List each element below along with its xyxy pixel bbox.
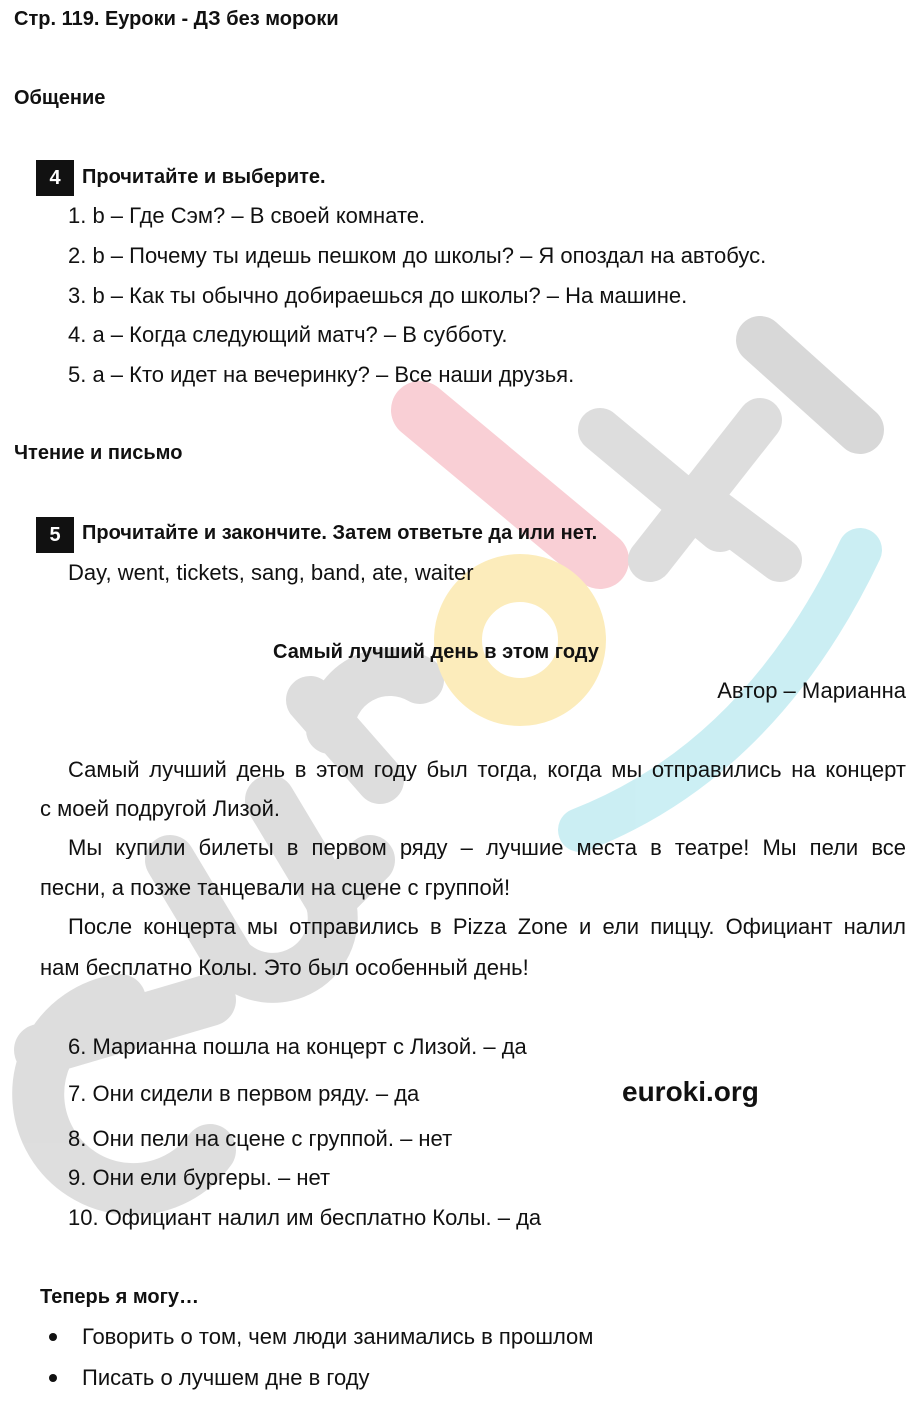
story-paragraph-line: Мы купили билеты в первом ряду – лучшие места в театре! Мы пели все (68, 837, 906, 859)
section-heading-reading-writing: Чтение и письмо (14, 442, 183, 464)
story-title: Самый лучший день в этом году (273, 641, 599, 663)
story-paragraph-line: Самый лучший день в этом году был тогда, когда мы отправились на концерт (68, 759, 906, 781)
answer-line: 10. Официант налил им бесплатно Колы. – да (68, 1205, 542, 1230)
summary-heading: Теперь я могу… (40, 1286, 200, 1308)
answer-line: 1. b – Где Сэм? – В своей комнате. (68, 203, 426, 228)
answer-line: 5. a – Кто идет на вечеринку? – Все наши друзья. (68, 362, 575, 387)
story-paragraph-line: После концерта мы отправились в Pizza Zone и ели пиццу. Официант налил (68, 916, 906, 938)
story-paragraph-line: с моей подругой Лизой. (40, 796, 280, 821)
answer-line: 6. Марианна пошла на концерт с Лизой. – да (68, 1034, 527, 1059)
bullet-icon (49, 1333, 57, 1341)
exercise-number-badge-4: 4 (36, 160, 74, 196)
section-heading-communication: Общение (14, 87, 106, 109)
story-author: Автор – Марианна (717, 678, 906, 703)
site-label: euroki.org (622, 1076, 759, 1107)
summary-bullet-item: Говорить о том, чем люди занимались в прошлом (82, 1324, 594, 1349)
story-paragraph-line: песни, а позже танцевали на сцене с группой! (40, 875, 511, 900)
page-header-title: Стр. 119. Еуроки - ДЗ без мороки (14, 8, 339, 30)
word-bank: Day, went, tickets, sang, band, ate, waiter (68, 560, 474, 585)
answer-line: 8. Они пели на сцене с группой. – нет (68, 1126, 453, 1151)
exercise-5-instruction: Прочитайте и закончите. Затем ответьте да или нет. (82, 522, 598, 544)
answer-line: 9. Они ели бургеры. – нет (68, 1165, 331, 1190)
summary-bullet-item: Писать о лучшем дне в году (82, 1365, 370, 1390)
exercise-4-instruction: Прочитайте и выберите. (82, 166, 326, 188)
answer-line: 7. Они сидели в первом ряду. – да (68, 1081, 420, 1106)
answer-line: 2. b – Почему ты идешь пешком до школы? – Я опоздал на автобус. (68, 243, 767, 268)
exercise-number-badge-5: 5 (36, 517, 74, 553)
bullet-icon (49, 1374, 57, 1382)
story-paragraph-line: нам бесплатно Колы. Это был особенный день! (40, 955, 529, 980)
answer-line: 4. a – Когда следующий матч? – В субботу. (68, 322, 508, 347)
answer-line: 3. b – Как ты обычно добираешься до школы? – На машине. (68, 283, 688, 308)
